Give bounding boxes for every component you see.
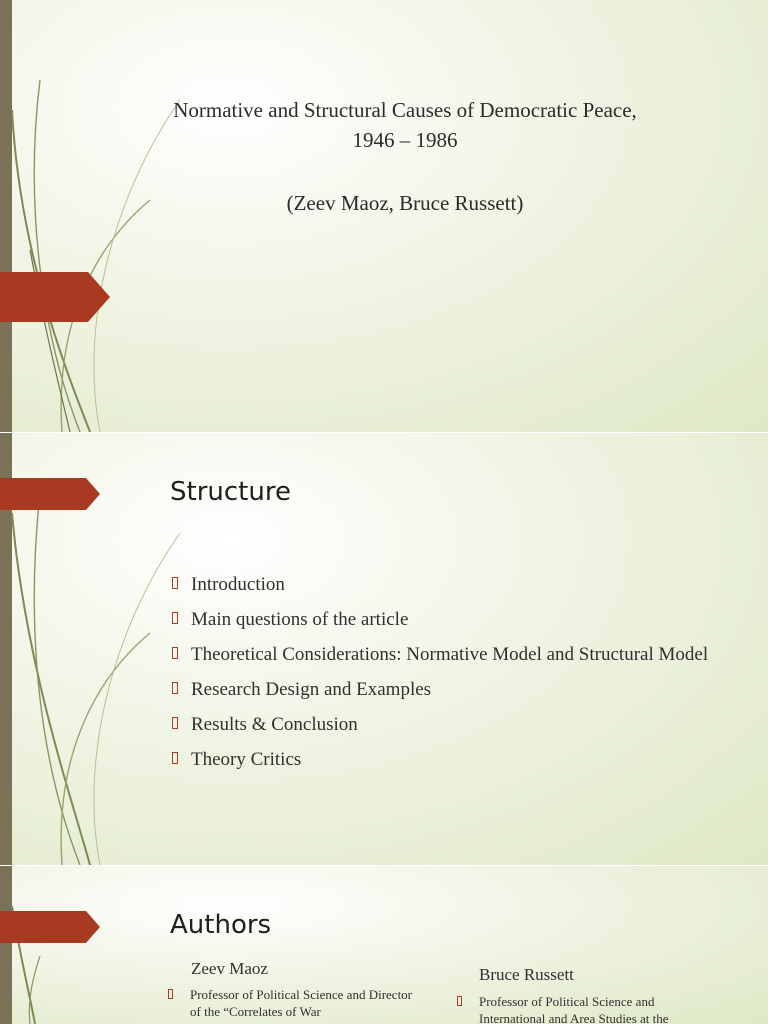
slide-subtitle: (Zeev Maoz, Bruce Russett) (286, 191, 524, 215)
list-item: Research Design and Examples (172, 678, 712, 702)
list-item: Results & Conclusion (172, 713, 712, 737)
arrow-tab-icon (0, 478, 100, 510)
list-item: Theoretical Considerations: Normative Model and Structural Model (172, 643, 712, 667)
slide-title-line-2: 1946 – 1986 (352, 128, 458, 152)
square-outline-bullet-icon (172, 612, 178, 624)
list-item: Main questions of the article (172, 608, 712, 632)
slide-title (0, 0, 768, 432)
slide-title-line-1: Normative and Structural Causes of Democratic Peace, (173, 98, 637, 122)
author-detail-bruce-russett: Professor of Political Science and International and Area Studies at the (457, 993, 709, 1024)
slide-structure (0, 433, 768, 865)
square-outline-bullet-icon (172, 717, 178, 729)
list-item: Theory Critics (172, 748, 712, 772)
square-outline-bullet-icon (172, 577, 178, 589)
structure-list (172, 573, 712, 783)
author-name-zeev-maoz: Zeev Maoz (191, 959, 268, 978)
square-outline-bullet-icon (172, 682, 178, 694)
author-detail-zeev-maoz: Professor of Political Science and Director of the “Correlates of War (168, 986, 420, 1020)
author-name-bruce-russett: Bruce Russett (479, 965, 574, 984)
square-outline-bullet-icon (168, 989, 173, 999)
list-item: Introduction (172, 573, 712, 597)
square-outline-bullet-icon (172, 752, 178, 764)
square-outline-bullet-icon (457, 996, 462, 1006)
slide-heading: Authors (170, 910, 272, 940)
arrow-tab-icon (0, 272, 110, 322)
slide-heading: Structure (170, 477, 291, 507)
square-outline-bullet-icon (172, 647, 178, 659)
arrow-tab-icon (0, 911, 100, 943)
slide-authors (0, 866, 768, 1024)
